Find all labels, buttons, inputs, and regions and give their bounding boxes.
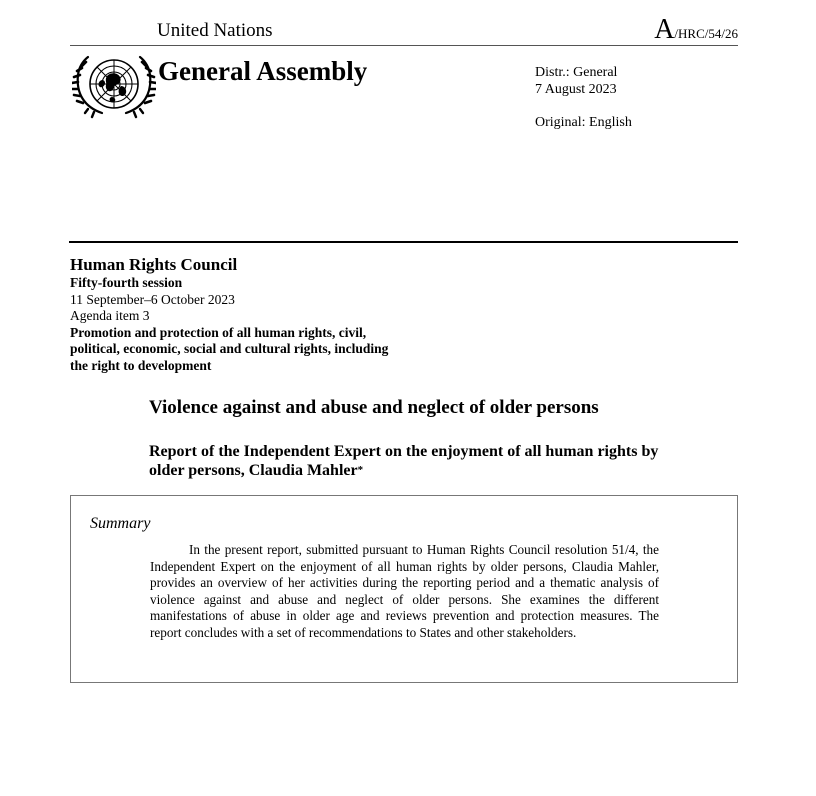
summary-text: In the present report, submitted pursuant to Human Rights Council resolution 51/4, the Independent Expert on the enjoyment of all human rights by older persons, Claudia Mahler, provides an overview of her activities during the reporting period and a thematic analysis of violence against and abuse and neglect of older persons. She examines the different manifestations of abuse in older age and reviews prevention and protection measures. The report concludes with a set of recommendations to States and other stakeholders. xyxy=(150,542,659,640)
footnote-marker: * xyxy=(357,464,364,476)
document-symbol xyxy=(654,15,738,49)
assembly-name: General Assembly xyxy=(158,56,368,86)
council-block xyxy=(70,255,400,374)
document-subtitle-text: Report of the Independent Expert on the enjoyment of all human rights by older persons, Claudia Mahler xyxy=(149,443,659,479)
council-name: Human Rights Council xyxy=(70,255,238,274)
organization-name: United Nations xyxy=(157,20,273,41)
document-symbol-number: /HRC/54/26 xyxy=(674,26,738,41)
issue-date: 7 August 2023 xyxy=(535,82,617,97)
summary-box xyxy=(70,495,738,683)
distribution: Distr.: General xyxy=(535,65,618,80)
document-subtitle xyxy=(149,442,669,480)
masthead-divider xyxy=(69,241,738,243)
agenda-item: Agenda item 3 xyxy=(70,308,150,323)
document-title: Violence against and abuse and neglect of older persons xyxy=(149,397,599,418)
session-name: Fifty-fourth session xyxy=(70,275,183,290)
summary-heading: Summary xyxy=(90,515,151,532)
session-dates: 11 September–6 October 2023 xyxy=(70,291,235,307)
un-emblem-icon xyxy=(72,53,156,119)
agenda-title: Promotion and protection of all human rights, civil, political, economic, social and cultural rights, including the right to development xyxy=(70,324,389,373)
original-language: Original: English xyxy=(535,115,632,130)
document-symbol-letter: A xyxy=(654,14,675,45)
distribution-block xyxy=(535,64,632,131)
header-divider xyxy=(70,45,738,46)
